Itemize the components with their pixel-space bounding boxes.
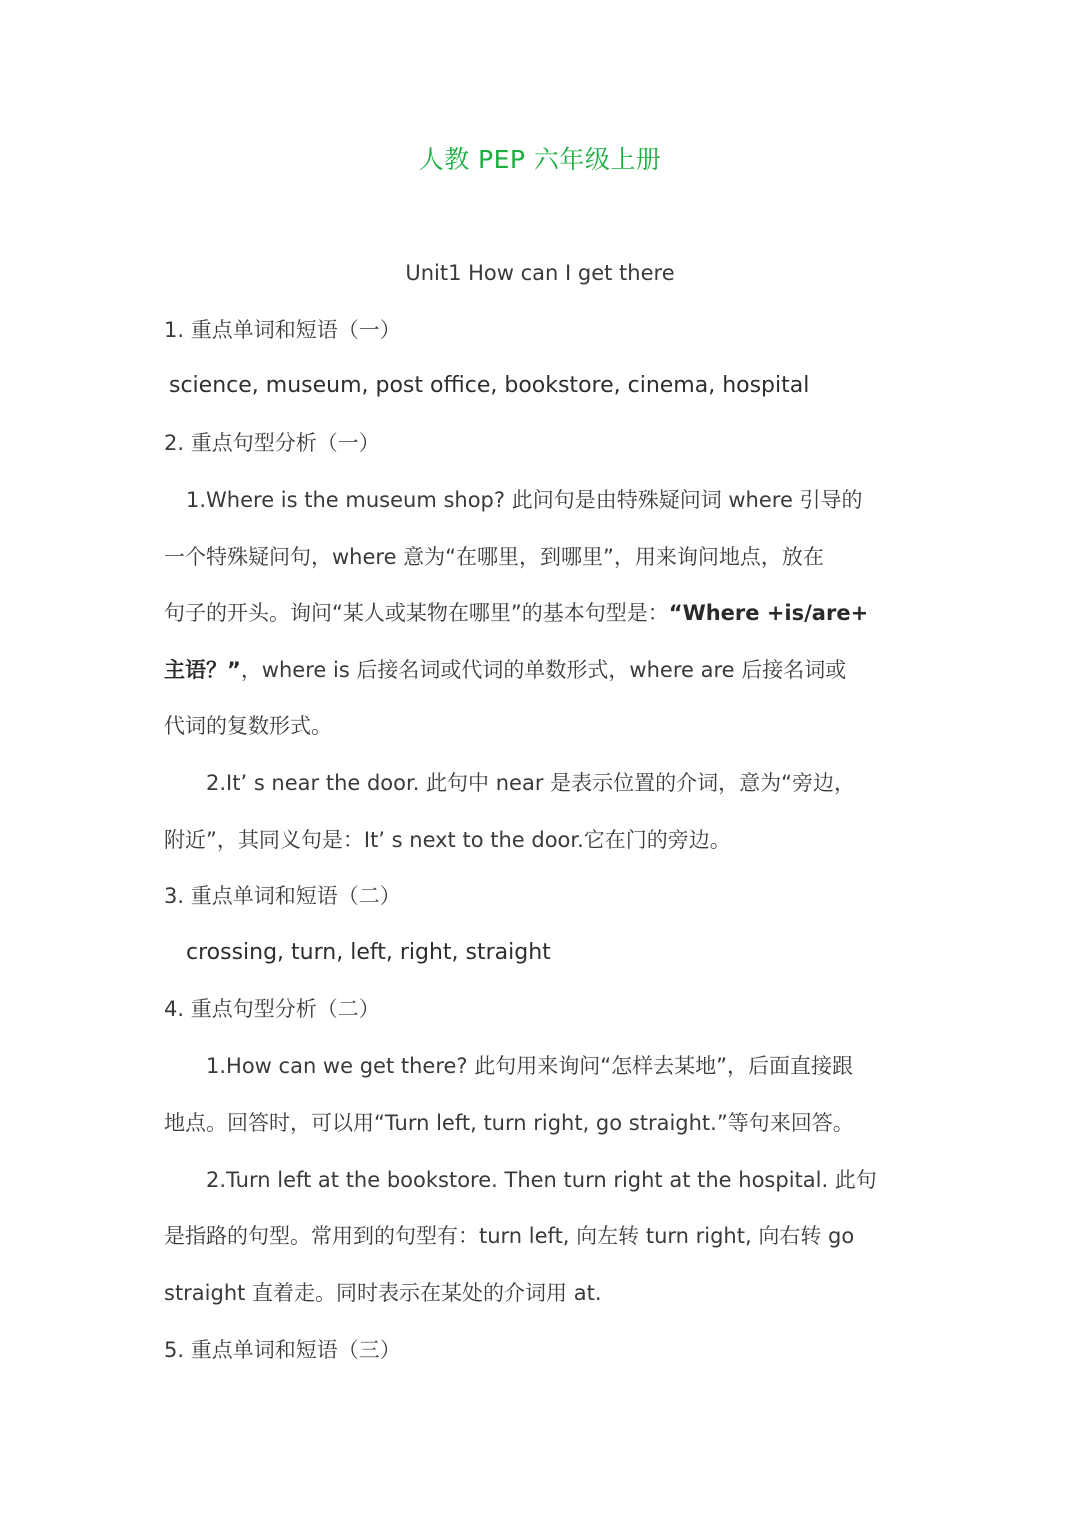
section-2-para-1-line-3-text: 句子的开头。询问“某人或某物在哪里”的基本句型是：	[164, 601, 669, 625]
section-2-para-1-bold-pattern: “Where +is/are+	[668, 601, 869, 625]
section-2-heading: 2. 重点句型分析（一）	[164, 431, 380, 455]
section-2-para-2-line-2: 附近”，其同义句是：It’ s next to the door.它在门的旁边。	[164, 828, 731, 852]
section-2-para-1-line-1: 1.Where is the museum shop? 此问句是由特殊疑问词 where 引导的	[186, 488, 863, 512]
section-4-para-2-line-3: straight 直着走。同时表示在某处的介词用 at.	[164, 1281, 602, 1305]
section-1-heading: 1. 重点单词和短语（一）	[164, 318, 401, 342]
section-4-heading: 4. 重点句型分析（二）	[164, 997, 380, 1021]
document-title: 人教 PEP 六年级上册	[418, 145, 662, 174]
section-4-para-2-line-1: 2.Turn left at the bookstore. Then turn right at the hospital. 此句	[206, 1168, 877, 1192]
section-2-para-2-line-1: 2.It’ s near the door. 此句中 near 是表示位置的介词，意为“旁边，	[206, 771, 856, 795]
section-1-words: science, museum, post office, bookstore, cinema, hospital	[169, 373, 810, 398]
section-2-para-1-line-4-text: ，where is 后接名词或代词的单数形式，where are 后接名词或	[240, 658, 847, 682]
section-3-words: crossing, turn, left, right, straight	[186, 940, 551, 965]
section-2-para-1-line-2: 一个特殊疑问句，where 意为“在哪里，到哪里”，用来询问地点，放在	[164, 545, 824, 569]
section-3-heading: 3. 重点单词和短语（二）	[164, 884, 401, 908]
section-2-para-1-line-3	[164, 593, 924, 633]
section-5-heading: 5. 重点单词和短语（三）	[164, 1338, 401, 1362]
section-2-para-1-line-4	[164, 650, 924, 690]
unit-heading: Unit1 How can I get there	[405, 261, 675, 285]
section-4-para-1-line-1: 1.How can we get there? 此句用来询问“怎样去某地”，后面直接跟	[206, 1054, 853, 1078]
section-2-para-1-bold-subject: 主语？”	[164, 658, 241, 682]
section-2-para-1-line-5: 代词的复数形式。	[164, 714, 332, 738]
section-4-para-1-line-2: 地点。回答时，可以用“Turn left, turn right, go straight.”等句来回答。	[164, 1111, 854, 1135]
section-4-para-2-line-2: 是指路的句型。常用到的句型有：turn left, 向左转 turn right, 向右转 go	[164, 1224, 855, 1248]
